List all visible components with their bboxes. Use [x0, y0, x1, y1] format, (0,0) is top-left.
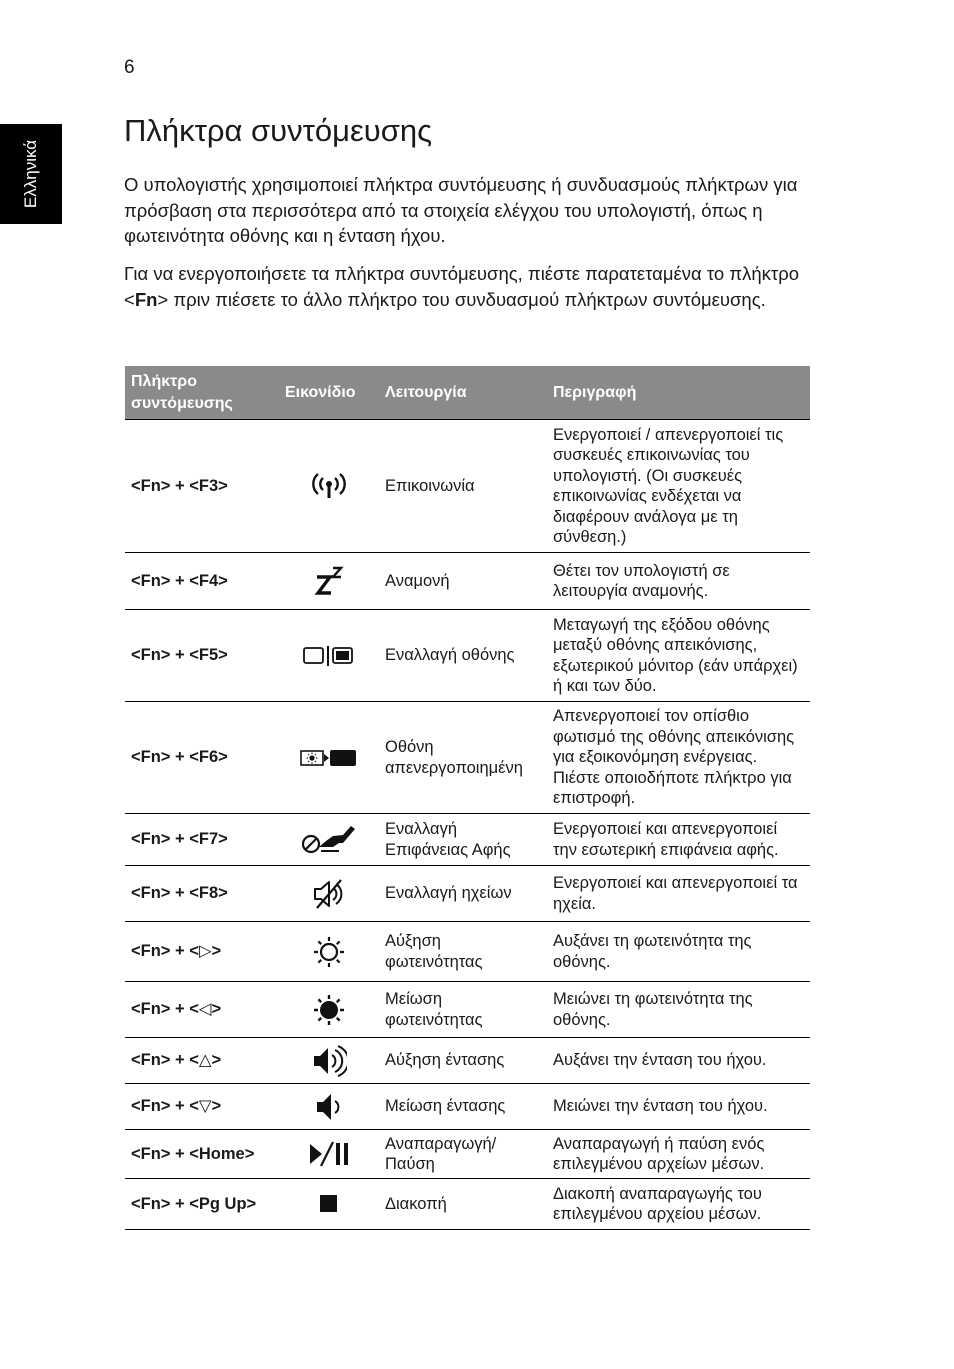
function-cell: Εναλλαγή οθόνης — [379, 610, 547, 702]
table-row — [125, 922, 810, 982]
function-cell: Αναμονή — [379, 553, 547, 610]
hotkey-cell: <Fn> + <Pg Up> — [125, 1179, 279, 1230]
description-cell: Ενεργοποιεί και απενεργοποιεί την εσωτερική επιφάνεια αφής. — [547, 814, 810, 866]
hotkey-cell: <Fn> + <▽> — [125, 1084, 279, 1130]
description-cell: Αυξάνει τη φωτεινότητα της οθόνης. — [547, 922, 810, 982]
description-cell: Αναπαραγωγή ή παύση ενός επιλεγμένου αρχείων μέσων. — [547, 1130, 810, 1179]
table-row — [125, 420, 810, 553]
display-off-icon — [299, 748, 359, 768]
speaker-toggle-icon — [311, 877, 347, 911]
hotkey-cell: <Fn> + <Home> — [125, 1130, 279, 1179]
function-cell: Μείωση έντασης — [379, 1084, 547, 1130]
header-description: Περιγραφή — [547, 366, 810, 420]
function-cell: Επικοινωνία — [379, 420, 547, 553]
hotkey-cell: <Fn> + <F8> — [125, 866, 279, 922]
language-tab — [0, 124, 62, 224]
function-cell: Μείωση φωτεινότητας — [379, 982, 547, 1038]
display-toggle-icon — [302, 645, 356, 667]
function-cell: Εναλλαγή ηχείων — [379, 866, 547, 922]
hotkey-cell: <Fn> + <◁> — [125, 982, 279, 1038]
icon-cell — [279, 814, 379, 866]
hotkey-cell: <Fn> + <F5> — [125, 610, 279, 702]
icon-cell — [279, 1084, 379, 1130]
instruction-paragraph — [124, 261, 814, 312]
instruction-fn-key: Fn — [134, 288, 158, 310]
function-cell: Διακοπή — [379, 1179, 547, 1230]
hotkey-cell: <Fn> + <△> — [125, 1038, 279, 1084]
table-row — [125, 610, 810, 702]
function-cell: Εναλλαγή Επιφάνειας Αφής — [379, 814, 547, 866]
hotkey-cell: <Fn> + <F6> — [125, 702, 279, 814]
header-function: Λειτουργία — [379, 366, 547, 420]
function-cell: Αναπαραγωγή/ Παύση — [379, 1130, 547, 1179]
intro-paragraph: Ο υπολογιστής χρησιμοποιεί πλήκτρα συντόμευσης ή συνδυασμούς πλήκτρων για πρόσβαση στα περισσότερα από τα στοιχεία ελέγχου του υπολογιστή, όπως η φωτεινότητα οθόνης και η ένταση ήχου. — [124, 174, 798, 246]
table-row — [125, 982, 810, 1038]
hotkeys-table — [125, 366, 810, 1230]
table-row — [125, 1084, 810, 1130]
table-row — [125, 1179, 810, 1230]
function-cell: Οθόνη απενεργοποιημένη — [379, 702, 547, 814]
description-cell: Απενεργοποιεί τον οπίσθιο φωτισμό της οθόνης απεικόνισης για εξοικονόμηση ενέργειας. Πιέστε οποιοδήποτε πλήκτρο για επιστροφή. — [547, 702, 810, 814]
hotkey-cell: <Fn> + <F7> — [125, 814, 279, 866]
play-pause-icon — [307, 1140, 351, 1168]
icon-cell — [279, 553, 379, 610]
description-cell: Ενεργοποιεί και απενεργοποιεί τα ηχεία. — [547, 866, 810, 922]
table-row — [125, 553, 810, 610]
icon-cell — [279, 922, 379, 982]
icon-cell — [279, 982, 379, 1038]
icon-cell — [279, 1179, 379, 1230]
table-row — [125, 814, 810, 866]
icon-cell — [279, 1130, 379, 1179]
instruction-text-before: Για να ενεργοποιήσετε τα πλήκτρα συντόμευσης, πιέστε παρατεταμένα το πλήκτρο < — [124, 263, 800, 310]
icon-cell — [279, 702, 379, 814]
table-row — [125, 702, 810, 814]
language-tab-label: Ελληνικά — [21, 139, 40, 209]
sleep-icon — [312, 564, 346, 598]
icon-cell — [279, 610, 379, 702]
hotkey-cell: <Fn> + <▷> — [125, 922, 279, 982]
header-icon: Εικονίδιο — [279, 366, 379, 420]
touchpad-toggle-icon — [299, 823, 359, 857]
table-row — [125, 1038, 810, 1084]
table-row — [125, 866, 810, 922]
page-number: 6 — [124, 57, 135, 78]
page-title: Πλήκτρα συντόμευσης — [124, 113, 433, 148]
description-cell: Ενεργοποιεί / απενεργοποιεί τις συσκευές επικοινωνίας του υπολογιστή. (Οι συσκευές επικοινωνίας ενδέχεται να διαφέρουν ανάλογα με τη σύνθεση.) — [547, 420, 810, 553]
hotkey-cell: <Fn> + <F4> — [125, 553, 279, 610]
volume-up-icon — [311, 1044, 347, 1078]
icon-cell — [279, 866, 379, 922]
volume-down-icon — [314, 1091, 344, 1123]
function-cell: Αύξηση φωτεινότητας — [379, 922, 547, 982]
stop-icon — [319, 1194, 339, 1214]
brightness-down-icon — [312, 993, 346, 1027]
instruction-text-after: > πριν πιέσετε το άλλο πλήκτρο του συνδυασμού πλήκτρων συντόμευσης. — [157, 288, 766, 310]
description-cell: Μεταγωγή της εξόδου οθόνης μεταξύ οθόνης απεικόνισης, εξωτερικού μόνιτορ (εάν υπάρχει) ή και των δύο. — [547, 610, 810, 702]
brightness-up-icon — [312, 935, 346, 969]
wireless-communication-icon — [309, 471, 349, 501]
description-cell: Μειώνει τη φωτεινότητα της οθόνης. — [547, 982, 810, 1038]
header-key: Πλήκτρο συντόμευσης — [125, 366, 279, 420]
function-cell: Αύξηση έντασης — [379, 1038, 547, 1084]
icon-cell — [279, 420, 379, 553]
description-cell: Αυξάνει την ένταση του ήχου. — [547, 1038, 810, 1084]
table-row — [125, 1130, 810, 1179]
table-header-row — [125, 366, 810, 420]
description-cell: Θέτει τον υπολογιστή σε λειτουργία αναμονής. — [547, 553, 810, 610]
icon-cell — [279, 1038, 379, 1084]
description-cell: Μειώνει την ένταση του ήχου. — [547, 1084, 810, 1130]
hotkey-cell: <Fn> + <F3> — [125, 420, 279, 553]
description-cell: Διακοπή αναπαραγωγής του επιλεγμένου αρχείου μέσων. — [547, 1179, 810, 1230]
